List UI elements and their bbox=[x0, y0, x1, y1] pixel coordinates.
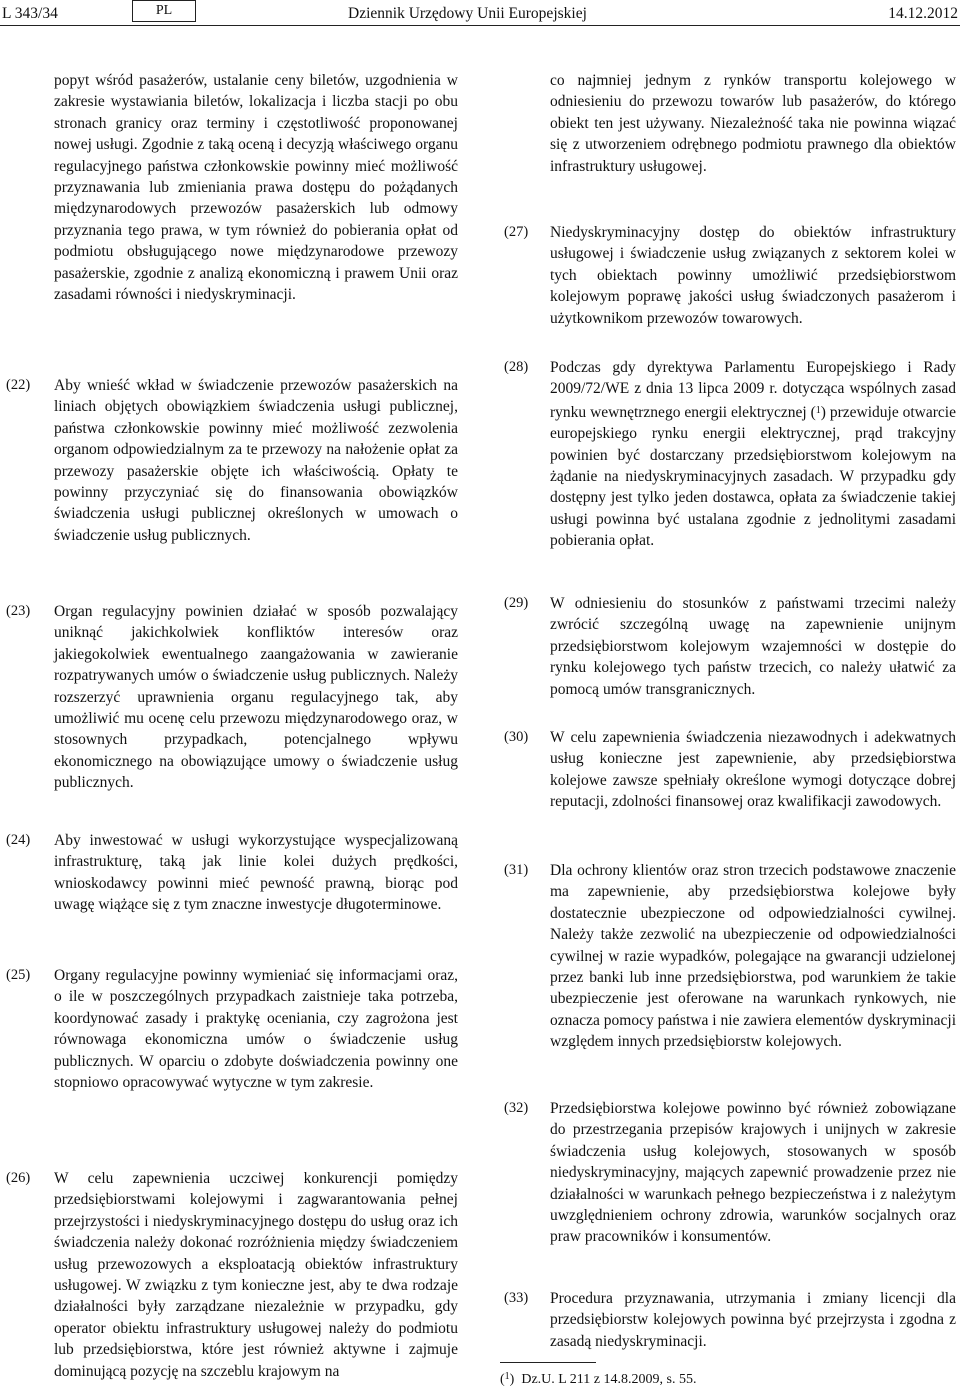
recital-33 bbox=[504, 1288, 956, 1352]
recital-23 bbox=[6, 601, 458, 794]
recital-text: Niedyskryminacyjny dostęp do obiektów infrastruktury usługowej i świadczenie usług związanych z sektorem kolei w tych obiektach powinny umożliwić przedsiębiorstwom kolejowym poprawę jakości usług świadczonych pasażerom i użytkownikom przewozów towarowych. bbox=[550, 224, 956, 327]
recital-number: (28) bbox=[504, 359, 529, 375]
recital-22 bbox=[6, 375, 458, 546]
language-badge: PL bbox=[132, 0, 196, 22]
header-rule bbox=[0, 25, 960, 26]
recital-27 bbox=[504, 222, 956, 329]
right-intro-paragraph bbox=[550, 70, 956, 177]
footnote: ($^1$) Dz.U. L 211 z 14.8.2009, s. 55. bbox=[500, 1371, 697, 1387]
recital-29 bbox=[504, 593, 956, 700]
recital-26 bbox=[6, 1168, 458, 1382]
recital-30 bbox=[504, 727, 956, 813]
footnote-rule bbox=[500, 1362, 596, 1363]
recital-number: (30) bbox=[504, 729, 529, 745]
recital-number: (27) bbox=[504, 224, 529, 240]
paragraph-text: popyt wśród pasażerów, ustalanie ceny biletów, uzgodnienia w zakresie wystawiania biletów, lokalizacja i liczba stacji po obu stronach granicy oraz terminy i częstotliwość proponowanej nowej usługi. Zgodnie z taką oceną i decyzją właściwego organu regulacyjnego państwa członkowskie powinny mieć możliwość przyznawania lub zmieniania prawa dostępu do pożądanych międzynarodowych przewozów pasażerskich lub odmowy przyznania tego prawa, w tym również do pobierania opłat od podmiotu obsługującego nowe międzynarodowe przewozy pasażerskie, zgodnie z analizą ekonomiczną i prawem Unii oraz zasadami równości i niedyskryminacji. bbox=[54, 72, 458, 304]
recital-text: Aby wnieść wkład w świadczenie przewozów pasażerskich na liniach objętych obowiązkiem świadczenia usługi publicznej, państwa członkowskie powinny mieć możliwość zezwolenia organom odpowiedzialnym za te przewozy na nałożenie opłat za przewozy pasażerskie objęte ich właściwością. Opłaty te powinny przyczyniać się do finansowania obowiązków świadczenia usługi publicznej określonych w umowach o świadczenie usług publicznych. bbox=[54, 377, 458, 544]
recital-32 bbox=[504, 1098, 956, 1248]
recital-text bbox=[550, 357, 956, 552]
recital-number: (23) bbox=[6, 603, 31, 619]
recital-text: W celu zapewnienia świadczenia niezawodnych i adekwatnych usług konieczne jest zapewnienie, aby przedsiębiorstwa kolejowe zawsze spełniały określone wymogi dotyczące dobrej reputacji, zdolności finansowej oraz kwalifikacji zawodowych. bbox=[550, 729, 956, 811]
recital-text-part: Podczas gdy dyrektywa Parlamentu Europejskiego i Rady 2009/72/WE z dnia 13 lipca 2009 r. dotycząca wspólnych zasad rynku wewnętrznego energii elektrycznej ( bbox=[550, 359, 956, 421]
footnote-number: 1 bbox=[504, 1371, 510, 1382]
publication-date: 14.12.2012 bbox=[888, 5, 958, 22]
journal-title: Dziennik Urzędowy Unii Europejskiej bbox=[348, 5, 587, 22]
recital-25 bbox=[6, 965, 458, 1093]
recital-text: Organy regulacyjne powinny wymieniać się informacjami oraz, o ile w poszczególnych przypadkach zaistnieje taka potrzeba, koordynować zasady i praktykę oceniania, czy zagrożona jest równowaga ekonomiczna umów o świadczenie usług publicznych. W oparciu o zdobyte doświadczenia powinny one stopniowo opracowywać wytyczne w tym zakresie. bbox=[54, 967, 458, 1092]
recital-number: (26) bbox=[6, 1170, 31, 1186]
recital-text: Aby inwestować w usługi wykorzystujące wyspecjalizowaną infrastrukturę, taką jak linie kolei dużych prędkości, wnioskodawcy powinni mieć pewność prawną, biorąc pod uwagę wiążące się z tym znaczne inwestycje długoterminowe. bbox=[54, 832, 458, 914]
recital-number: (31) bbox=[504, 862, 529, 878]
page-reference: L 343/34 bbox=[2, 5, 58, 22]
left-intro-paragraph bbox=[54, 70, 458, 305]
recital-number: (29) bbox=[504, 595, 529, 611]
recital-text: Dla ochrony klientów oraz stron trzecich podstawowe znaczenie ma zapewnienie, aby przedsiębiorstwa kolejowe były dostatecznie ubezpieczone od odpowiedzialności cywilnej. Należy także zezwolić na ubezpieczenie od odpowiedzialności cywilnej w razie wypadków, polegające na gwarancji udzielonej przez banki lub inne przedsiębiorstwa, pod warunkiem że takie ubezpieczenie jest oferowane na warunkach rynkowych, nie oznacza pomocy państwa i nie zawiera elementów dyskryminacji względem innych przedsiębiorstw kolejowych. bbox=[550, 862, 956, 1051]
recital-text: Przedsiębiorstwa kolejowe powinno być również zobowiązane do przestrzegania przepisów krajowych i unijnych w zakresie świadczenia usług kolejowych, stosowanych w sposób niedyskryminacyjny, mających zapewnić prowadzenie przez nie działalności w warunkach pełnego bezpieczeństwa i z należytym uwzględnieniem ochrony zdrowia, warunków socjalnych oraz praw pracowników i konsumentów. bbox=[550, 1100, 956, 1246]
recital-text: Organ regulacyjny powinien działać w sposób pozwalający uniknąć jakichkolwiek konfliktów interesów oraz jakiegokolwiek ewentualnego zaangażowania w zawieranie rozpatrywanych umów o świadczenie usług publicznych. Należy rozszerzyć uprawnienia organu regulacyjnego tak, aby umożliwić mu ocenę celu przewozu międzynarodowego oraz, w stosownych przypadkach, potencjalnego wpływu ekonomicznego na obowiązujące umowy o świadczenie usług publicznych. bbox=[54, 603, 458, 792]
recital-text: W odniesieniu do stosunków z państwami trzecimi należy zwrócić szczególną uwagę na zapewnienie unijnym przedsiębiorstwom kolejowym wzajemności w dostępie do rynku kolejowego tych państw trzecich, co należy ułatwić za pomocą umów transgranicznych. bbox=[550, 595, 956, 698]
recital-28 bbox=[504, 357, 956, 552]
recital-text: Procedura przyznawania, utrzymania i zmiany licencji dla przedsiębiorstw kolejowych powinna być przejrzysta i zgodna z zasadą niedyskryminacji. bbox=[550, 1290, 956, 1350]
recital-text-part: ) przewiduje otwarcie europejskiego rynku energii elektrycznej, prąd trakcyjny powinien być dostarczany przedsiębiorstwom kolejowym na żądanie na niedyskryminacyjnych zasadach. W przypadku gdy dostępny jest tylko jeden dostawca, opłata za świadczenie takiej usługi powinna być ustalana zgodnie z jednolitymi zasadami pobierania opłat. bbox=[550, 403, 956, 550]
recital-31 bbox=[504, 860, 956, 1053]
footnote-reference[interactable]: 1 bbox=[815, 404, 821, 416]
page-header bbox=[0, 0, 960, 28]
paragraph-text: co najmniej jednym z rynków transportu kolejowego w odniesieniu do przewozu towarów lub pasażerów, do którego obiekt ten jest używany. Niezależność taka nie powinna wiązać się z utworzeniem odrębnego podmiotu prawnego dla obiektów infrastruktury usługowej. bbox=[550, 72, 956, 175]
recital-text: W celu zapewnienia uczciwej konkurencji pomiędzy przedsiębiorstwami kolejowymi i zagwarantowania pełnej przejrzystości i niedyskryminacyjnego dostępu do usług oraz ich świadczenia należy dokonać rozróżnienia między świadczeniem usług przewozowych a eksploatacją obiektów infrastruktury usługowej. W związku z tym konieczne jest, aby te dwa rodzaje działalności były zarządzane niezależnie w przypadku, gdy operator obiektu infrastruktury usługowej należy do podmiotu lub przedsiębiorstwa, które jest również aktywne i zajmuje dominującą pozycję na szczeblu krajowym na bbox=[54, 1170, 458, 1380]
recital-number: (22) bbox=[6, 377, 31, 393]
recital-number: (25) bbox=[6, 967, 31, 983]
recital-24 bbox=[6, 830, 458, 916]
recital-number: (33) bbox=[504, 1290, 529, 1306]
recital-number: (24) bbox=[6, 832, 31, 848]
recital-number: (32) bbox=[504, 1100, 529, 1116]
footnote-text: Dz.U. L 211 z 14.8.2009, s. 55. bbox=[521, 1372, 697, 1387]
